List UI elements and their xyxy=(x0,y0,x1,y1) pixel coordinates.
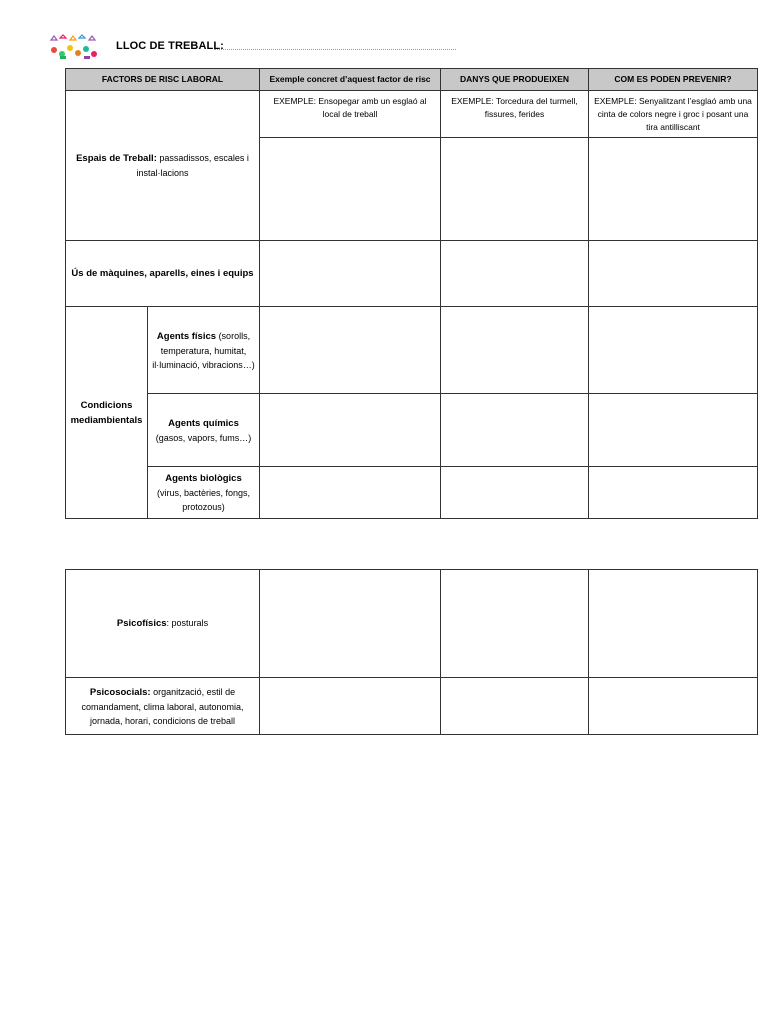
risk-factors-table xyxy=(65,68,758,519)
table-row xyxy=(66,307,758,394)
table-row xyxy=(66,241,758,307)
table-row xyxy=(66,467,758,519)
psicofisics-label-rest: : posturals xyxy=(166,618,209,628)
quimics-label-rest: (gasos, vapors, fums…) xyxy=(155,432,252,443)
page-header xyxy=(48,34,468,60)
example-prevention-cell: EXEMPLE: Senyalitzant l’esglaó amb una cinta de colors negre i groc i posant una tira antilliscant xyxy=(589,91,758,138)
row-label-psicosocials xyxy=(66,678,260,735)
answer-cell[interactable] xyxy=(441,241,589,307)
answer-cell[interactable] xyxy=(260,678,441,735)
table-row xyxy=(66,91,758,138)
column-header-example: Exemple concret d’aquest factor de risc xyxy=(260,69,441,91)
psychosocial-risks-table xyxy=(65,569,758,735)
answer-cell[interactable] xyxy=(260,467,441,519)
espais-label-rest: passadissos, escales i instal·lacions xyxy=(136,153,249,178)
example-factor-cell: EXEMPLE: Ensopegar amb un esglaó al local de treball xyxy=(260,91,441,138)
table-header-row xyxy=(66,69,758,91)
workplace-blank-line[interactable] xyxy=(214,49,456,50)
answer-cell[interactable] xyxy=(589,138,758,241)
psicosocials-label-bold: Psicosocials: xyxy=(89,686,151,698)
answer-cell[interactable] xyxy=(589,570,758,678)
column-header-prevention: COM ES PODEN PREVENIR? xyxy=(589,69,758,91)
table-row xyxy=(66,394,758,467)
column-header-factors: FACTORS DE RISC LABORAL xyxy=(66,69,260,91)
quimics-label-bold: Agents químics xyxy=(168,417,239,429)
answer-cell[interactable] xyxy=(441,570,589,678)
table-row xyxy=(66,570,758,678)
row-label-agents-biologics xyxy=(148,467,260,519)
condicions-label: Condicions mediambientals xyxy=(70,399,143,426)
answer-cell[interactable] xyxy=(260,241,441,307)
answer-cell[interactable] xyxy=(589,678,758,735)
answer-cell[interactable] xyxy=(589,467,758,519)
answer-cell[interactable] xyxy=(589,241,758,307)
us-maquines-label: Ús de màquines, aparells, eines i equips xyxy=(71,268,254,279)
fisics-label-bold: Agents físics xyxy=(156,330,217,342)
answer-cell[interactable] xyxy=(589,394,758,467)
row-label-condicions xyxy=(66,307,148,519)
row-label-agents-quimics xyxy=(148,394,260,467)
answer-cell[interactable] xyxy=(589,307,758,394)
logo-icon xyxy=(48,34,104,60)
column-header-damage: DANYS QUE PRODUEIXEN xyxy=(441,69,589,91)
answer-cell[interactable] xyxy=(260,138,441,241)
answer-cell[interactable] xyxy=(260,394,441,467)
row-label-us-maquines xyxy=(66,241,260,307)
table-row xyxy=(66,678,758,735)
header-title: LLOC DE TREBALL: xyxy=(116,40,224,52)
biologics-label-rest: (virus, bactèries, fongs, protozous) xyxy=(156,488,251,512)
example-damage-cell: EXEMPLE: Torcedura del turmell, fissures, ferides xyxy=(441,91,589,138)
answer-cell[interactable] xyxy=(441,678,589,735)
answer-cell[interactable] xyxy=(260,307,441,394)
espais-label-bold: Espais de Treball: xyxy=(76,153,157,164)
answer-cell[interactable] xyxy=(441,467,589,519)
row-label-espais xyxy=(66,91,260,241)
fisics-label-rest: (sorolls, temperatura, humitat, il·luminació, vibracions…) xyxy=(152,330,255,370)
answer-cell[interactable] xyxy=(441,307,589,394)
answer-cell[interactable] xyxy=(441,394,589,467)
row-label-agents-fisics xyxy=(148,307,260,394)
answer-cell[interactable] xyxy=(441,138,589,241)
answer-cell[interactable] xyxy=(260,570,441,678)
psicosocials-label-rest: organització, estil de comandament, clima laboral, autonomia, jornada, horari, condicions de treball xyxy=(81,686,244,726)
row-label-psicofisics xyxy=(66,570,260,678)
biologics-label-bold: Agents biològics xyxy=(165,473,242,484)
psicofisics-label-bold: Psicofísics xyxy=(116,618,167,629)
